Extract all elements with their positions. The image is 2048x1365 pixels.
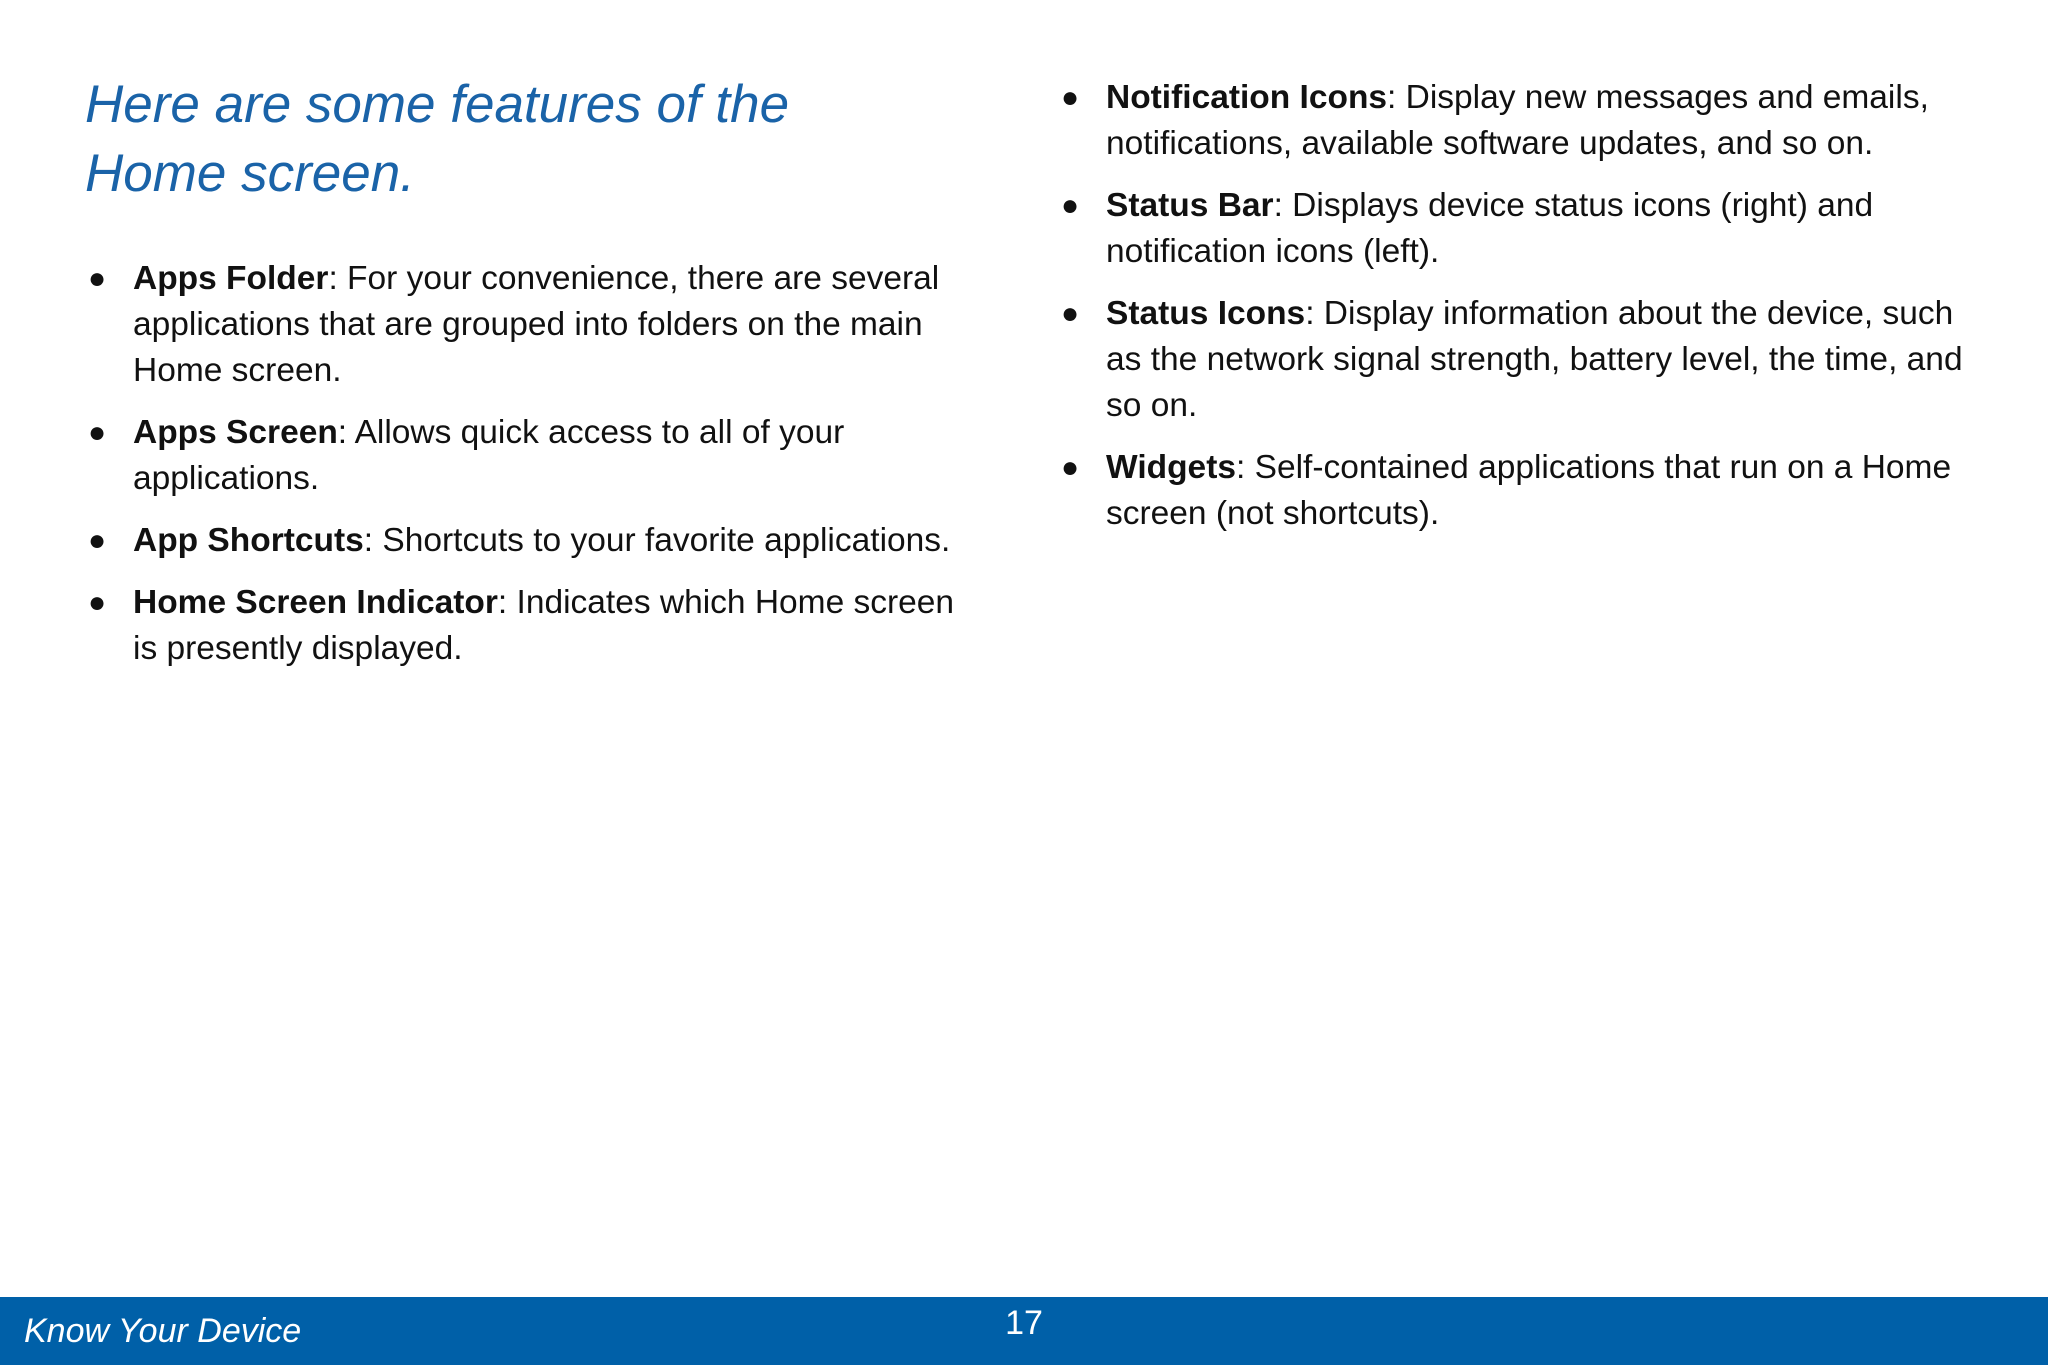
- list-item-status-bar: [1058, 183, 1978, 275]
- item-description: : Displays device status icons (right) and notification icons (left).: [1106, 187, 1874, 270]
- item-description: : Display information about the device, such as the network signal strength, battery level, the time, and so on.: [1106, 295, 1963, 424]
- item-term: Home Screen Indicator: [133, 584, 498, 621]
- footer-bar: [0, 1297, 2048, 1365]
- bullet-icon: ●: [88, 416, 107, 449]
- item-term: Apps Screen: [133, 414, 338, 451]
- item-description: : Display new messages and emails, notifications, available software updates, and so on.: [1106, 79, 1929, 162]
- footer-section-title: Know Your Device: [24, 1312, 302, 1350]
- item-term: Notification Icons: [1106, 79, 1388, 116]
- bullet-icon: ●: [1061, 189, 1080, 222]
- list-item-notification-icons: [1058, 75, 1978, 167]
- item-term: App Shortcuts: [133, 522, 364, 559]
- bullet-icon: ●: [88, 586, 107, 619]
- item-term: Apps Folder: [133, 260, 329, 297]
- bullet-icon: ●: [1061, 81, 1080, 114]
- feature-list-left: [85, 256, 965, 688]
- bullet-icon: ●: [88, 524, 107, 557]
- list-item-apps-folder: [85, 256, 965, 394]
- item-description: : Indicates which Home screen is presently displayed.: [133, 584, 955, 667]
- page-heading: [85, 70, 985, 208]
- list-item-status-icons: [1058, 291, 1978, 429]
- heading-line-2: Home screen.: [85, 144, 415, 203]
- item-description: : For your convenience, there are several applications that are grouped into folders on the main Home screen.: [133, 260, 940, 389]
- heading-line-1: Here are some features of the: [85, 75, 790, 134]
- list-item-widgets: [1058, 445, 1978, 537]
- bullet-icon: ●: [1061, 297, 1080, 330]
- item-description: : Self-contained applications that run on a Home screen (not shortcuts).: [1106, 449, 1952, 532]
- item-term: Status Icons: [1106, 295, 1306, 332]
- list-item-home-screen-indicator: [85, 580, 965, 672]
- bullet-icon: ●: [88, 262, 107, 295]
- item-term: Status Bar: [1106, 187, 1274, 224]
- item-description: : Shortcuts to your favorite applications.: [363, 522, 951, 559]
- list-item-app-shortcuts: [85, 518, 965, 564]
- item-term: Widgets: [1106, 449, 1236, 486]
- feature-list-right: [1058, 75, 1978, 553]
- bullet-icon: ●: [1061, 451, 1080, 484]
- list-item-apps-screen: [85, 410, 965, 502]
- item-description: : Allows quick access to all of your applications.: [133, 414, 845, 497]
- page-number: 17: [1005, 1304, 1043, 1342]
